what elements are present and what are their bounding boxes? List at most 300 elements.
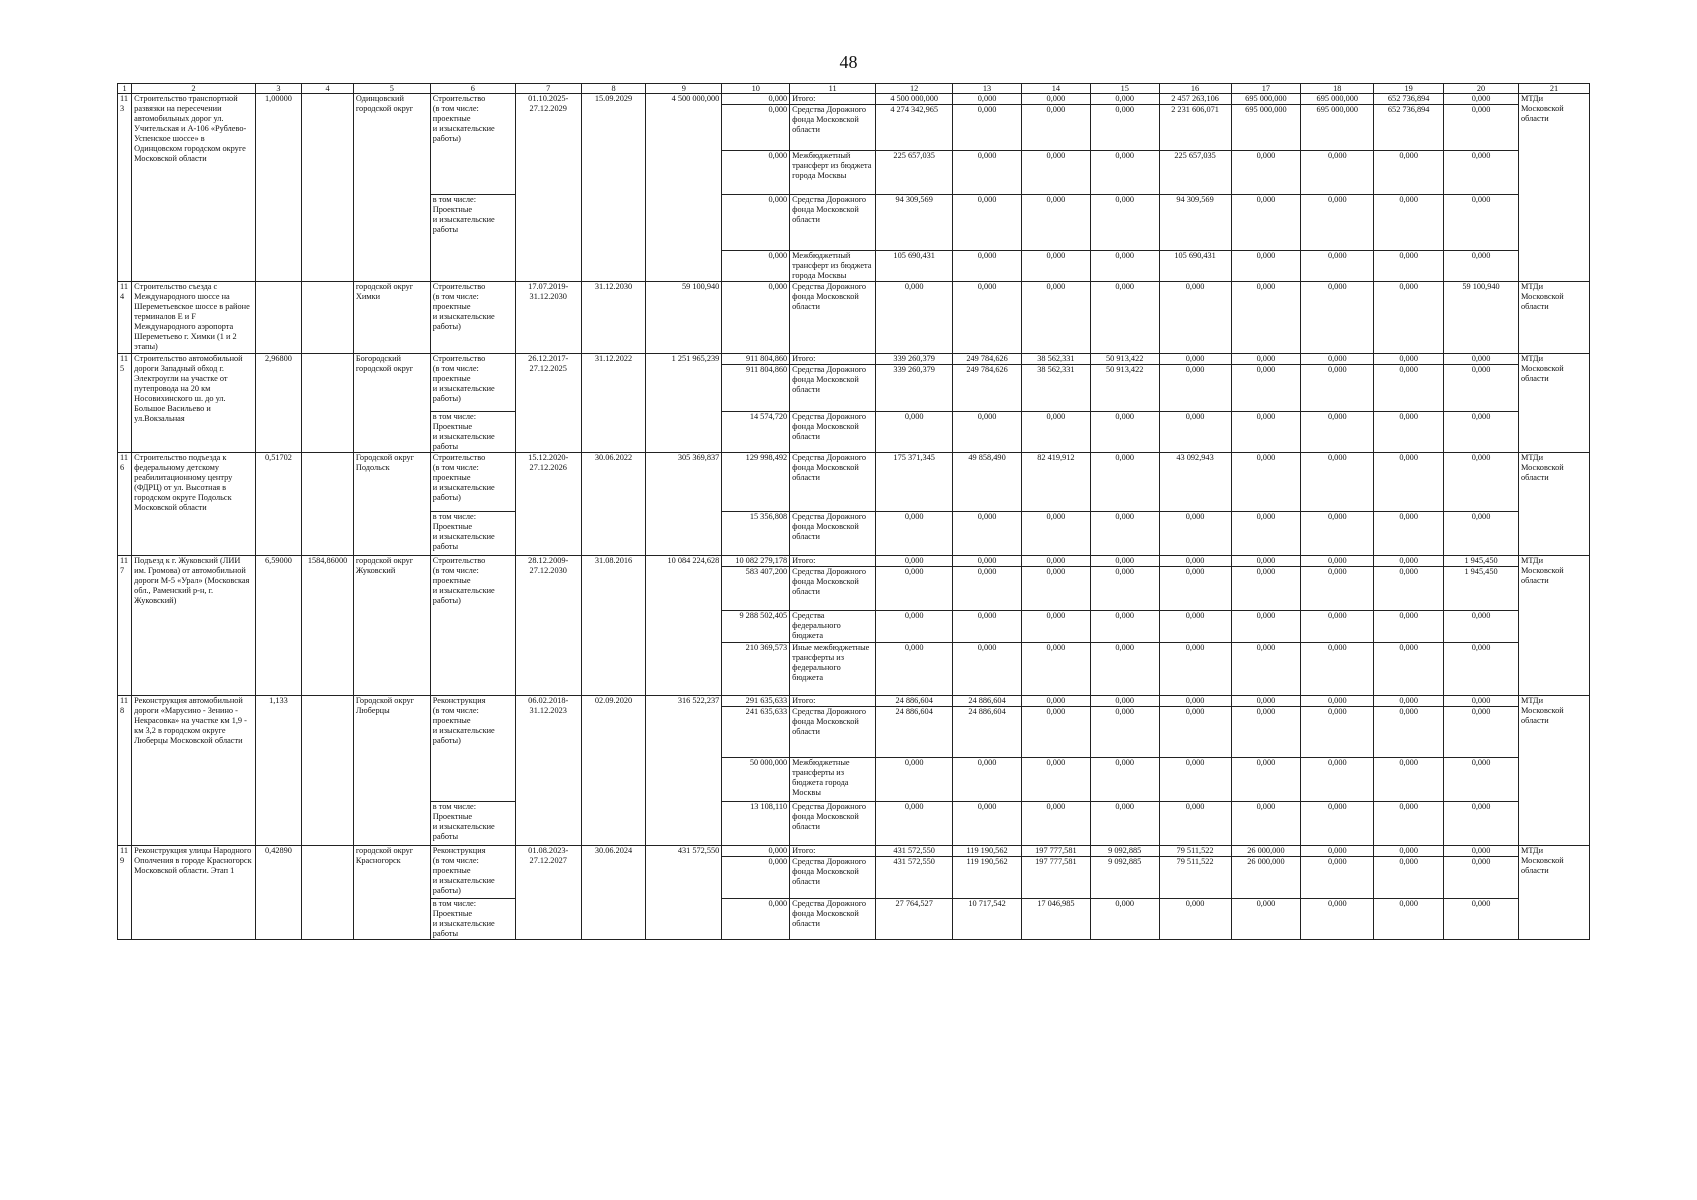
prior-funding-cell: 0,000 [722, 105, 790, 151]
commission-date-cell: 30.06.2022 [581, 453, 646, 556]
column-number-cell: 3 [255, 84, 302, 94]
amount-cell: 0,000 [876, 802, 953, 846]
amount-cell: 695 000,000 [1231, 105, 1301, 151]
amount-cell: 0,000 [1159, 512, 1231, 556]
funding-source-cell: Средства Дорожного фонда Московской области [790, 802, 876, 846]
amount-cell: 0,000 [1301, 412, 1374, 453]
amount-cell: 119 190,562 [953, 857, 1022, 899]
amount-cell: 0,000 [1231, 282, 1301, 354]
amount-cell: 0,000 [1444, 899, 1519, 940]
amount-cell: 695 000,000 [1301, 94, 1374, 105]
amount-cell: 0,000 [1090, 282, 1159, 354]
amount-cell: 0,000 [1374, 151, 1444, 195]
prior-funding-cell: 291 635,633 [722, 696, 790, 707]
amount-cell: 0,000 [1231, 611, 1301, 643]
amount-cell: 0,000 [1374, 846, 1444, 857]
amount-cell: 0,000 [1374, 707, 1444, 758]
length-cell: 6,59000 [255, 556, 302, 696]
amount-cell: 0,000 [1301, 857, 1374, 899]
amount-cell: 59 100,940 [1444, 282, 1519, 354]
amount-cell: 82 419,912 [1021, 453, 1090, 512]
amount-cell: 0,000 [953, 611, 1022, 643]
funding-source-cell: Иные межбюджетные трансферты из федерального бюджета [790, 643, 876, 696]
column-number-cell: 19 [1374, 84, 1444, 94]
amount-cell: 0,000 [1159, 567, 1231, 611]
column-number-cell: 12 [876, 84, 953, 94]
customer-cell: МТДи Московской области [1518, 846, 1589, 940]
row-number-cell: 117 [118, 556, 132, 696]
commission-date-cell: 15.09.2029 [581, 94, 646, 282]
cost-cell: 10 084 224,628 [646, 556, 722, 696]
amount-cell: 0,000 [953, 412, 1022, 453]
amount-cell: 0,000 [1159, 412, 1231, 453]
amount-cell: 43 092,943 [1159, 453, 1231, 512]
funding-source-cell: Итого: [790, 696, 876, 707]
table-row [118, 354, 1590, 365]
column-number-cell: 14 [1021, 84, 1090, 94]
prior-funding-cell: 0,000 [722, 899, 790, 940]
investment-program-table [117, 83, 1590, 940]
amount-cell: 0,000 [1159, 707, 1231, 758]
amount-cell: 0,000 [1021, 556, 1090, 567]
amount-cell: 0,000 [953, 643, 1022, 696]
amount-cell: 0,000 [1374, 611, 1444, 643]
amount-cell: 0,000 [1159, 643, 1231, 696]
amount-cell: 0,000 [1090, 556, 1159, 567]
work-type-cell: в том числе: Проектные и изыскательские работы [430, 195, 515, 282]
amount-cell: 0,000 [1374, 412, 1444, 453]
object-name-cell: Строительство транспортной развязки на пересечении автомобильных дорог ул. Учительская и А-106 «Рублево-Успенское шоссе» в Одинцовском городском округе Московской области [132, 94, 256, 282]
amount-cell: 225 657,035 [876, 151, 953, 195]
amount-cell: 26 000,000 [1231, 857, 1301, 899]
prior-funding-cell: 583 407,200 [722, 567, 790, 611]
prior-funding-cell: 0,000 [722, 846, 790, 857]
commission-date-cell: 31.08.2016 [581, 556, 646, 696]
amount-cell: 0,000 [1159, 282, 1231, 354]
amount-cell: 0,000 [1231, 151, 1301, 195]
amount-cell: 0,000 [1301, 802, 1374, 846]
column-number-cell: 20 [1444, 84, 1519, 94]
table-row [118, 556, 1590, 567]
amount-cell: 0,000 [1159, 556, 1231, 567]
amount-cell: 24 886,604 [953, 707, 1022, 758]
amount-cell: 26 000,000 [1231, 846, 1301, 857]
amount-cell: 0,000 [1231, 556, 1301, 567]
amount-cell: 0,000 [1159, 354, 1231, 365]
amount-cell: 0,000 [1021, 282, 1090, 354]
amount-cell: 0,000 [1374, 567, 1444, 611]
amount-cell: 0,000 [1301, 567, 1374, 611]
prior-funding-cell: 0,000 [722, 857, 790, 899]
amount-cell: 50 913,422 [1090, 354, 1159, 365]
amount-cell: 0,000 [1231, 707, 1301, 758]
amount-cell: 0,000 [1021, 611, 1090, 643]
amount-cell: 0,000 [1021, 151, 1090, 195]
length-cell: 0,51702 [255, 453, 302, 556]
funding-source-cell: Итого: [790, 354, 876, 365]
length-cell [255, 282, 302, 354]
amount-cell: 0,000 [1090, 453, 1159, 512]
object-name-cell: Строительство подъезда к федеральному детскому реабилитационному центру (ФДРЦ) от ул. Высотная в городском округе Подольск Московской области [132, 453, 256, 556]
area-cell [302, 846, 354, 940]
table-row [118, 696, 1590, 707]
amount-cell: 0,000 [953, 195, 1022, 251]
amount-cell: 0,000 [1159, 696, 1231, 707]
dates-cell: 15.12.2020- 27.12.2026 [515, 453, 581, 556]
funding-source-cell: Средства Дорожного фонда Московской области [790, 512, 876, 556]
amount-cell: 24 886,604 [876, 707, 953, 758]
amount-cell: 0,000 [1090, 707, 1159, 758]
amount-cell: 0,000 [1090, 611, 1159, 643]
column-number-cell: 8 [581, 84, 646, 94]
amount-cell: 0,000 [1444, 151, 1519, 195]
work-type-cell: Строительство (в том числе: проектные и изыскательские работы) [430, 282, 515, 354]
amount-cell: 0,000 [1444, 251, 1519, 282]
funding-source-cell: Средства Дорожного фонда Московской области [790, 195, 876, 251]
work-type-cell: Реконструкция (в том числе: проектные и изыскательские работы) [430, 696, 515, 802]
table-row [118, 282, 1590, 354]
amount-cell: 0,000 [1021, 696, 1090, 707]
amount-cell: 0,000 [953, 567, 1022, 611]
amount-cell: 119 190,562 [953, 846, 1022, 857]
amount-cell: 0,000 [1159, 899, 1231, 940]
amount-cell: 339 260,379 [876, 354, 953, 365]
customer-cell: МТДи Московской области [1518, 94, 1589, 282]
work-type-cell: Строительство (в том числе: проектные и изыскательские работы) [430, 556, 515, 696]
amount-cell: 0,000 [1444, 802, 1519, 846]
amount-cell: 0,000 [1021, 802, 1090, 846]
municipality-cell: городской округ Жуковский [353, 556, 430, 696]
funding-source-cell: Межбюджетный трансферт из бюджета города Москвы [790, 151, 876, 195]
amount-cell: 0,000 [1090, 802, 1159, 846]
funding-source-cell: Средства Дорожного фонда Московской области [790, 857, 876, 899]
cost-cell: 305 369,837 [646, 453, 722, 556]
amount-cell: 9 092,885 [1090, 857, 1159, 899]
amount-cell: 175 371,345 [876, 453, 953, 512]
prior-funding-cell: 0,000 [722, 251, 790, 282]
amount-cell: 0,000 [1021, 707, 1090, 758]
commission-date-cell: 31.12.2022 [581, 354, 646, 453]
page-number: 48 [839, 52, 858, 72]
column-number-cell: 13 [953, 84, 1022, 94]
amount-cell: 0,000 [1444, 365, 1519, 412]
amount-cell: 0,000 [1444, 846, 1519, 857]
funding-source-cell: Средства Дорожного фонда Московской области [790, 282, 876, 354]
amount-cell: 0,000 [1444, 195, 1519, 251]
funding-source-cell: Средства Дорожного фонда Московской области [790, 899, 876, 940]
amount-cell: 0,000 [1444, 696, 1519, 707]
column-number-cell: 1 [118, 84, 132, 94]
amount-cell: 9 092,885 [1090, 846, 1159, 857]
amount-cell: 0,000 [1374, 899, 1444, 940]
prior-funding-cell: 9 288 502,405 [722, 611, 790, 643]
amount-cell: 0,000 [1374, 857, 1444, 899]
area-cell [302, 282, 354, 354]
prior-funding-cell: 911 804,860 [722, 354, 790, 365]
funding-source-cell: Средства Дорожного фонда Московской области [790, 105, 876, 151]
amount-cell: 1 945,450 [1444, 556, 1519, 567]
amount-cell: 0,000 [1301, 195, 1374, 251]
amount-cell: 38 562,331 [1021, 365, 1090, 412]
amount-cell: 249 784,626 [953, 354, 1022, 365]
amount-cell: 0,000 [1374, 556, 1444, 567]
customer-cell: МТДи Московской области [1518, 696, 1589, 846]
row-number-cell: 116 [118, 453, 132, 556]
amount-cell: 0,000 [1231, 758, 1301, 802]
amount-cell: 0,000 [1301, 707, 1374, 758]
municipality-cell: городской округ Химки [353, 282, 430, 354]
municipality-cell: Богородский городской округ [353, 354, 430, 453]
commission-date-cell: 31.12.2030 [581, 282, 646, 354]
amount-cell: 0,000 [1021, 94, 1090, 105]
length-cell: 0,42890 [255, 846, 302, 940]
funding-source-cell: Средства Дорожного фонда Московской области [790, 365, 876, 412]
prior-funding-cell: 50 000,000 [722, 758, 790, 802]
column-number-cell: 5 [353, 84, 430, 94]
column-number-cell: 10 [722, 84, 790, 94]
prior-funding-cell: 129 998,492 [722, 453, 790, 512]
amount-cell: 0,000 [953, 94, 1022, 105]
prior-funding-cell: 241 635,633 [722, 707, 790, 758]
area-cell [302, 453, 354, 556]
amount-cell: 197 777,581 [1021, 857, 1090, 899]
amount-cell: 695 000,000 [1231, 94, 1301, 105]
customer-cell: МТДи Московской области [1518, 453, 1589, 556]
area-cell [302, 94, 354, 282]
amount-cell: 431 572,550 [876, 857, 953, 899]
amount-cell: 0,000 [1231, 365, 1301, 412]
dates-cell: 17.07.2019- 31.12.2030 [515, 282, 581, 354]
amount-cell: 0,000 [1231, 696, 1301, 707]
column-number-cell: 6 [430, 84, 515, 94]
cost-cell: 4 500 000,000 [646, 94, 722, 282]
amount-cell: 105 690,431 [1159, 251, 1231, 282]
column-number-cell: 7 [515, 84, 581, 94]
amount-cell: 0,000 [1090, 696, 1159, 707]
amount-cell: 0,000 [1090, 105, 1159, 151]
prior-funding-cell: 15 356,808 [722, 512, 790, 556]
prior-funding-cell: 911 804,860 [722, 365, 790, 412]
amount-cell: 225 657,035 [1159, 151, 1231, 195]
amount-cell: 0,000 [1090, 643, 1159, 696]
amount-cell: 0,000 [1444, 758, 1519, 802]
amount-cell: 0,000 [1159, 365, 1231, 412]
object-name-cell: Подъезд к г. Жуковский (ЛИИ им. Громова) от автомобильной дороги М-5 «Урал» (Московская обл., Раменский р-н, г. Жуковский) [132, 556, 256, 696]
amount-cell: 249 784,626 [953, 365, 1022, 412]
amount-cell: 0,000 [1301, 899, 1374, 940]
amount-cell: 652 736,894 [1374, 105, 1444, 151]
amount-cell: 0,000 [1301, 696, 1374, 707]
amount-cell: 0,000 [1090, 567, 1159, 611]
dates-cell: 01.10.2025- 27.12.2029 [515, 94, 581, 282]
work-type-cell: в том числе: Проектные и изыскательские работы [430, 899, 515, 940]
amount-cell: 0,000 [1301, 354, 1374, 365]
amount-cell: 0,000 [876, 611, 953, 643]
amount-cell: 0,000 [1444, 354, 1519, 365]
commission-date-cell: 30.06.2024 [581, 846, 646, 940]
amount-cell: 0,000 [876, 556, 953, 567]
amount-cell: 24 886,604 [876, 696, 953, 707]
amount-cell: 0,000 [1301, 512, 1374, 556]
amount-cell: 0,000 [876, 758, 953, 802]
amount-cell: 94 309,569 [1159, 195, 1231, 251]
dates-cell: 28.12.2009- 27.12.2030 [515, 556, 581, 696]
amount-cell: 2 231 606,071 [1159, 105, 1231, 151]
amount-cell: 1 945,450 [1444, 567, 1519, 611]
work-type-cell: Строительство (в том числе: проектные и изыскательские работы) [430, 94, 515, 195]
amount-cell: 0,000 [1301, 758, 1374, 802]
amount-cell: 0,000 [1231, 354, 1301, 365]
amount-cell: 0,000 [1021, 195, 1090, 251]
work-type-cell: Реконструкция (в том числе: проектные и изыскательские работы) [430, 846, 515, 899]
column-number-row [118, 84, 1590, 94]
amount-cell: 24 886,604 [953, 696, 1022, 707]
amount-cell: 652 736,894 [1374, 94, 1444, 105]
amount-cell: 0,000 [1374, 512, 1444, 556]
dates-cell: 26.12.2017- 27.12.2025 [515, 354, 581, 453]
amount-cell: 0,000 [1159, 611, 1231, 643]
dates-cell: 01.08.2023- 27.12.2027 [515, 846, 581, 940]
amount-cell: 0,000 [1444, 707, 1519, 758]
column-number-cell: 17 [1231, 84, 1301, 94]
amount-cell: 94 309,569 [876, 195, 953, 251]
work-type-cell: Строительство (в том числе: проектные и изыскательские работы) [430, 453, 515, 512]
funding-source-cell: Средства Дорожного фонда Московской области [790, 707, 876, 758]
column-number-cell: 18 [1301, 84, 1374, 94]
amount-cell: 0,000 [1231, 195, 1301, 251]
amount-cell: 0,000 [876, 412, 953, 453]
prior-funding-cell: 14 574,720 [722, 412, 790, 453]
amount-cell: 0,000 [1374, 643, 1444, 696]
cost-cell: 59 100,940 [646, 282, 722, 354]
amount-cell: 0,000 [1231, 899, 1301, 940]
amount-cell: 2 457 263,106 [1159, 94, 1231, 105]
amount-cell: 0,000 [876, 567, 953, 611]
row-number-cell: 114 [118, 282, 132, 354]
amount-cell: 0,000 [953, 151, 1022, 195]
funding-source-cell: Межбюджетные трансферты из бюджета города Москвы [790, 758, 876, 802]
amount-cell: 0,000 [876, 282, 953, 354]
prior-funding-cell: 10 082 279,178 [722, 556, 790, 567]
amount-cell: 0,000 [1090, 251, 1159, 282]
amount-cell: 0,000 [1090, 151, 1159, 195]
amount-cell: 0,000 [1444, 611, 1519, 643]
row-number-cell: 115 [118, 354, 132, 453]
column-number-cell: 16 [1159, 84, 1231, 94]
funding-source-cell: Средства Дорожного фонда Московской области [790, 453, 876, 512]
amount-cell: 0,000 [876, 512, 953, 556]
amount-cell: 0,000 [1301, 643, 1374, 696]
amount-cell: 0,000 [1090, 195, 1159, 251]
amount-cell: 0,000 [1021, 412, 1090, 453]
column-number-cell: 21 [1518, 84, 1589, 94]
amount-cell: 0,000 [1090, 412, 1159, 453]
amount-cell: 0,000 [1374, 453, 1444, 512]
amount-cell: 0,000 [1301, 365, 1374, 412]
work-type-cell: в том числе: Проектные и изыскательские работы [430, 512, 515, 556]
amount-cell: 0,000 [1301, 251, 1374, 282]
amount-cell: 0,000 [876, 643, 953, 696]
amount-cell: 0,000 [1444, 857, 1519, 899]
object-name-cell: Реконструкция улицы Народного Ополчения в городе Красногорск Московской области. Этап 1 [132, 846, 256, 940]
area-cell [302, 354, 354, 453]
prior-funding-cell: 0,000 [722, 195, 790, 251]
amount-cell: 0,000 [1444, 453, 1519, 512]
municipality-cell: Одинцовский городской округ [353, 94, 430, 282]
customer-cell: МТДи Московской области [1518, 282, 1589, 354]
table-row [118, 453, 1590, 512]
row-number-cell: 119 [118, 846, 132, 940]
object-name-cell: Строительство автомобильной дороги Западный обход г. Электроугли на участке от путепровода на 20 км Носовихинского ш. до ул. Большое Васильево и ул.Вокзальная [132, 354, 256, 453]
work-type-cell: в том числе: Проектные и изыскательские работы [430, 802, 515, 846]
amount-cell: 79 511,522 [1159, 857, 1231, 899]
amount-cell: 0,000 [1444, 412, 1519, 453]
amount-cell: 0,000 [1090, 94, 1159, 105]
column-number-cell: 2 [132, 84, 256, 94]
work-type-cell: Строительство (в том числе: проектные и изыскательские работы) [430, 354, 515, 412]
table-row [118, 94, 1590, 105]
amount-cell: 0,000 [1231, 512, 1301, 556]
amount-cell: 49 858,490 [953, 453, 1022, 512]
prior-funding-cell: 0,000 [722, 151, 790, 195]
amount-cell: 0,000 [1090, 512, 1159, 556]
amount-cell: 0,000 [1090, 899, 1159, 940]
amount-cell: 0,000 [1444, 94, 1519, 105]
amount-cell: 50 913,422 [1090, 365, 1159, 412]
amount-cell: 0,000 [1021, 251, 1090, 282]
column-number-cell: 4 [302, 84, 354, 94]
amount-cell: 197 777,581 [1021, 846, 1090, 857]
amount-cell: 0,000 [1231, 412, 1301, 453]
amount-cell: 0,000 [1021, 105, 1090, 151]
amount-cell: 0,000 [1374, 365, 1444, 412]
amount-cell: 0,000 [1374, 195, 1444, 251]
object-name-cell: Строительство съезда с Международного шоссе на Шереметьевское шоссе в районе терминалов E и F Международного аэропорта Шереметьево г. Химки (1 и 2 этапы) [132, 282, 256, 354]
funding-source-cell: Средства Дорожного фонда Московской области [790, 567, 876, 611]
prior-funding-cell: 13 108,110 [722, 802, 790, 846]
dates-cell: 06.02.2018- 31.12.2023 [515, 696, 581, 846]
amount-cell: 17 046,985 [1021, 899, 1090, 940]
object-name-cell: Реконструкция автомобильной дороги «Марусино - Зенино - Некрасовка» на участке км 1,9 - км 3,2 в городском округе Люберцы Московской области [132, 696, 256, 846]
amount-cell: 0,000 [1301, 282, 1374, 354]
length-cell: 1,00000 [255, 94, 302, 282]
amount-cell: 0,000 [1021, 567, 1090, 611]
amount-cell: 0,000 [1374, 282, 1444, 354]
cost-cell: 431 572,550 [646, 846, 722, 940]
amount-cell: 0,000 [1374, 354, 1444, 365]
amount-cell: 0,000 [1301, 453, 1374, 512]
column-number-cell: 11 [790, 84, 876, 94]
cost-cell: 1 251 965,239 [646, 354, 722, 453]
amount-cell: 0,000 [1090, 758, 1159, 802]
amount-cell: 4 274 342,965 [876, 105, 953, 151]
funding-source-cell: Межбюджетный трансферт из бюджета города Москвы [790, 251, 876, 282]
row-number-cell: 113 [118, 94, 132, 282]
amount-cell: 0,000 [953, 758, 1022, 802]
funding-source-cell: Средства федерального бюджета [790, 611, 876, 643]
amount-cell: 0,000 [1231, 567, 1301, 611]
column-number-cell: 9 [646, 84, 722, 94]
amount-cell: 339 260,379 [876, 365, 953, 412]
amount-cell: 0,000 [953, 105, 1022, 151]
amount-cell: 0,000 [1444, 105, 1519, 151]
amount-cell: 0,000 [1374, 802, 1444, 846]
municipality-cell: Городской округ Люберцы [353, 696, 430, 846]
customer-cell: МТДи Московской области [1518, 556, 1589, 696]
amount-cell: 27 764,527 [876, 899, 953, 940]
prior-funding-cell: 0,000 [722, 94, 790, 105]
amount-cell: 0,000 [1374, 251, 1444, 282]
